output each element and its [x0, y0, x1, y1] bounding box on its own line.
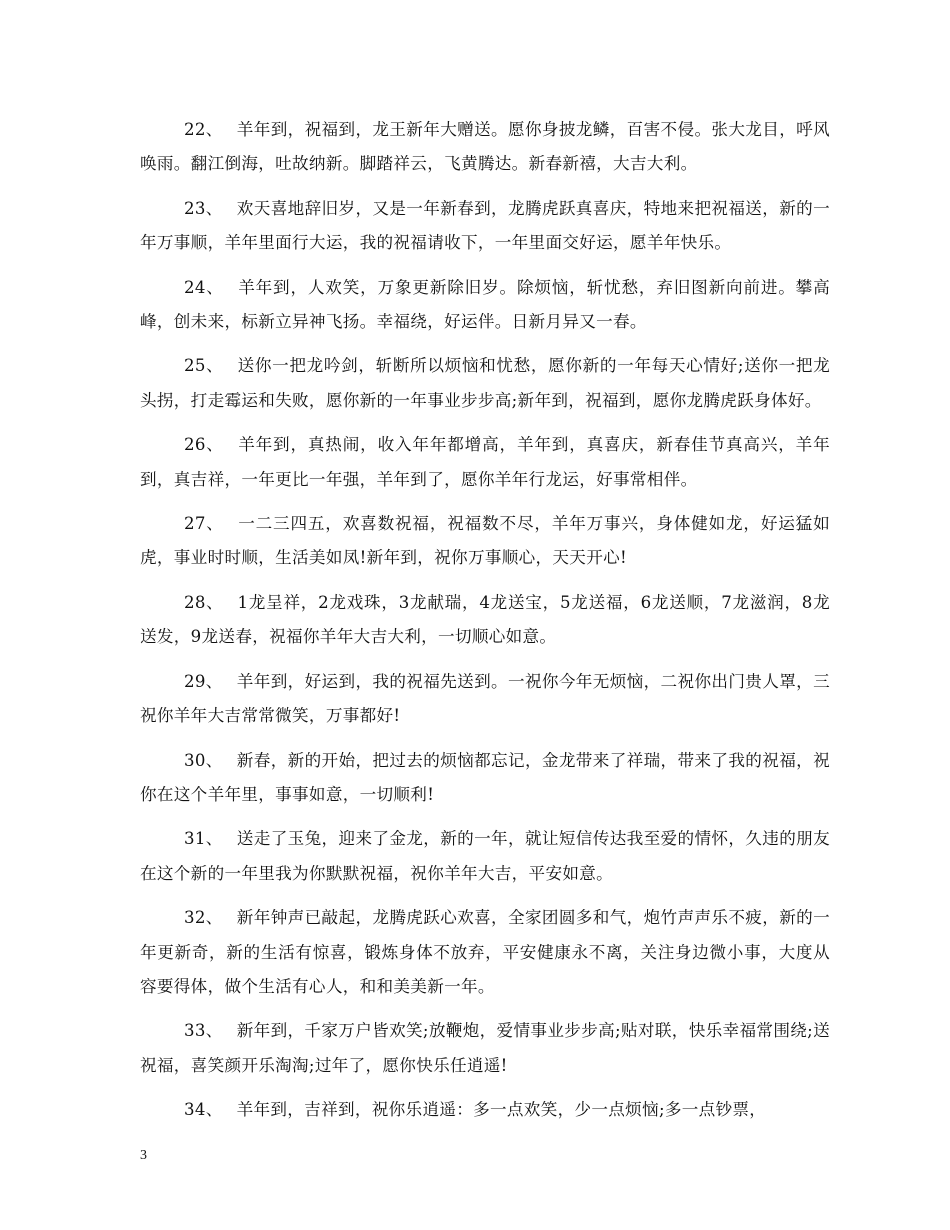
paragraph — [140, 901, 830, 1004]
paragraph — [140, 1014, 830, 1083]
paragraph-text: 羊年到，吉祥到，祝你乐逍遥：多一点欢笑，少一点烦恼;多一点钞票， — [236, 1100, 767, 1120]
paragraph-text: 羊年到，祝福到，龙王新年大赠送。愿你身披龙鳞，百害不侵。张大龙目，呼风唤雨。翻江倒海，吐故纳新。脚踏祥云，飞黄腾达。新春新禧，大吉大利。 — [140, 120, 831, 174]
paragraph-number: 33、 — [184, 1021, 223, 1041]
paragraph — [140, 271, 830, 340]
paragraph-number: 32、 — [184, 908, 223, 928]
paragraph-text: 羊年到，人欢笑，万象更新除旧岁。除烦恼，斩忧愁，弃旧图新向前进。攀高峰，创未来，标新立异神飞扬。幸福绕，好运伴。日新月异又一春。 — [140, 277, 831, 332]
paragraph-number: 31、 — [184, 829, 223, 849]
paragraph — [140, 1093, 830, 1127]
paragraph-number: 25、 — [184, 356, 224, 376]
paragraph — [140, 507, 830, 576]
paragraph-number: 27、 — [184, 514, 224, 534]
paragraph — [140, 586, 830, 655]
paragraph-number: 28、 — [184, 592, 224, 612]
page-number: 3 — [140, 1148, 147, 1163]
paragraph-text: 送走了玉兔，迎来了金龙，新的一年，就让短信传达我至爱的情怀，久违的朋友在这个新的一年里我为你默默祝福，祝你羊年大吉，平安如意。 — [140, 829, 831, 883]
paragraph-text: 新春，新的开始，把过去的烦恼都忘记，金龙带来了祥瑞，带来了我的祝福，祝你在这个羊年里，事事如意，一切顺利! — [140, 750, 831, 804]
paragraph — [140, 822, 830, 891]
paragraph-text: 一二三四五，欢喜数祝福，祝福数不尽，羊年万事兴，身体健如龙，好运猛如虎，事业时时顺，生活美如凤!新年到，祝你万事顺心，天天开心! — [140, 514, 831, 568]
paragraph-text: 新年钟声已敲起，龙腾虎跃心欢喜，全家团圆多和气，炮竹声声乐不疲，新的一年更新奇，新的生活有惊喜，锻炼身体不放弃，平安健康永不离，关注身边微小事，大度从容要得体，做个生活有心人，和和美美新一年。 — [140, 908, 831, 996]
paragraph-number: 22、 — [184, 120, 223, 139]
document-body — [140, 113, 830, 1138]
paragraph-number: 23、 — [184, 198, 223, 218]
paragraph-text: 1龙呈祥，2龙戏珠，3龙献瑞，4龙送宝，5龙送福，6龙送顺，7龙滋润，8龙送发，9龙送春，祝福你羊年大吉大利，一切顺心如意。 — [140, 592, 830, 647]
paragraph-text: 欢天喜地辞旧岁，又是一年新春到，龙腾虎跃真喜庆，特地来把祝福送，新的一年万事顺，羊年里面行大运，我的祝福请收下，一年里面交好运，愿羊年快乐。 — [140, 198, 831, 253]
paragraph — [140, 113, 830, 182]
paragraph-number: 24、 — [184, 277, 224, 297]
paragraph-number: 26、 — [184, 435, 224, 455]
paragraph-number: 34、 — [184, 1100, 223, 1120]
paragraph-text: 送你一把龙吟剑，斩断所以烦恼和忧愁，愿你新的一年每天心情好;送你一把龙头拐，打走霉运和失败，愿你新的一年事业步步高;新年到，祝福到，愿你龙腾虎跃身体好。 — [140, 356, 831, 410]
paragraph-number: 29、 — [184, 671, 223, 691]
paragraph-text: 新年到，千家万户皆欢笑;放鞭炮，爱情事业步步高;贴对联，快乐幸福常围绕;送祝福，喜笑颜开乐淘淘;过年了，愿你快乐任逍遥! — [140, 1021, 831, 1075]
paragraph-number: 30、 — [184, 750, 223, 770]
paragraph-text: 羊年到，好运到，我的祝福先送到。一祝你今年无烦恼，二祝你出门贵人罩，三祝你羊年大吉常常微笑，万事都好! — [140, 671, 831, 726]
paragraph — [140, 192, 830, 261]
paragraph — [140, 744, 830, 813]
paragraph — [140, 349, 830, 418]
paragraph — [140, 428, 830, 497]
paragraph-text: 羊年到，真热闹，收入年年都增高，羊年到，真喜庆，新春佳节真高兴，羊年到，真吉祥，一年更比一年强，羊年到了，愿你羊年行龙运，好事常相伴。 — [140, 435, 831, 489]
paragraph — [140, 665, 830, 734]
